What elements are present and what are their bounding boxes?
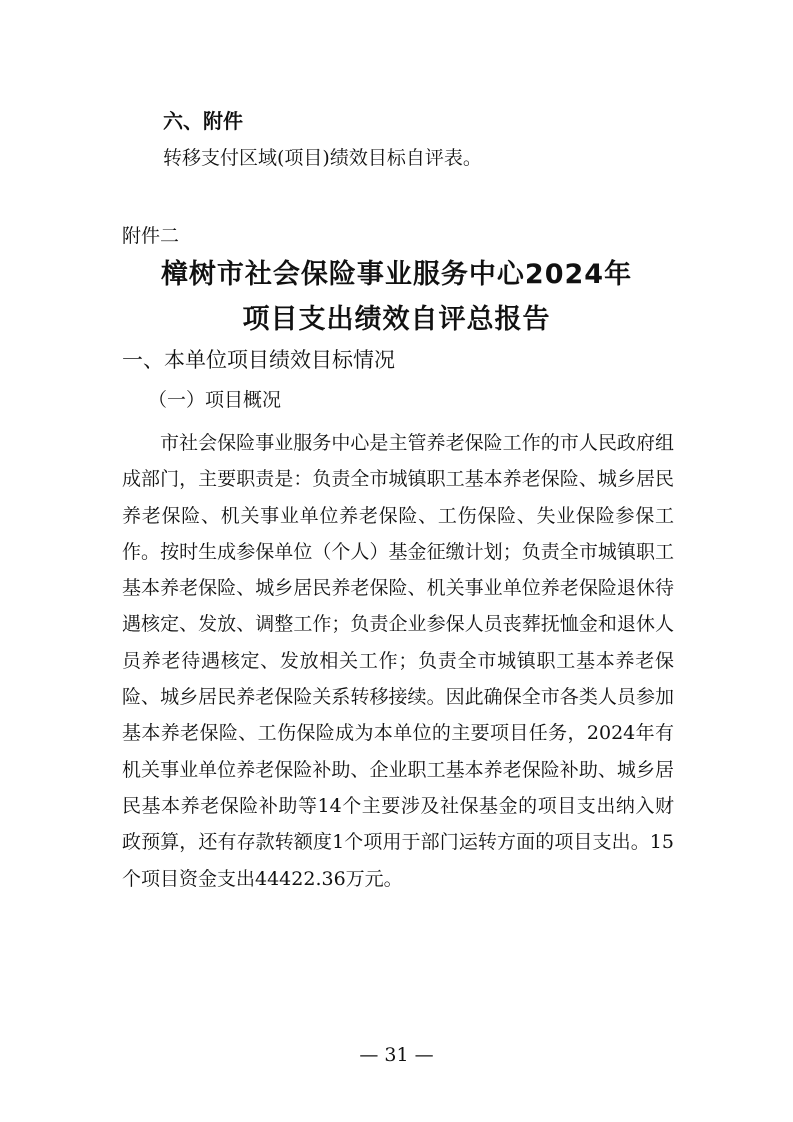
body-paragraph: 市社会保险事业服务中心是主管养老保险工作的市人民政府组成部门，主要职责是：负责全市城镇职工基本养老保险、城乡居民养老保险、机关事业单位养老保险、工伤保险、失业保险参保工作。按时生成参保单位（个人）基金征缴计划；负责全市城镇职工基本养老保险、城乡居民养老保险、机关事业单位养老保险退休待遇核定、发放、调整工作；负责企业参保人员丧葬抚恤金和退休人员养老待遇核定、发放相关工作；负责全市城镇职工基本养老保险、城乡居民养老保险关系转移接续。因此确保全市各类人员参加基本养老保险、工伤保险成为本单位的主要项目任务，2024年有机关事业单位养老保险补助、企业职工基本养老保险补助、城乡居民基本养老保险补助等14个主要涉及社保基金的项目支出纳入财政预算，还有存款转额度1个项用于部门运转方面的项目支出。15个项目资金支出44422.36万元。: [122, 432, 674, 890]
section-heading: 一、本单位项目绩效目标情况: [122, 348, 395, 372]
attachment-heading: 六、附件: [163, 109, 243, 133]
subsection-heading: （一）项目概况: [148, 389, 282, 411]
report-title-line2: 项目支出绩效自评总报告: [242, 304, 551, 335]
page-number: — 31 —: [359, 1044, 434, 1066]
attachment-text: 转移支付区域(项目)绩效目标自评表。: [163, 147, 482, 169]
report-title-line1: 樟树市社会保险事业服务中心2024年: [160, 259, 633, 290]
body-paragraph-container: [122, 425, 674, 897]
appendix-label: 附件二: [122, 225, 180, 247]
